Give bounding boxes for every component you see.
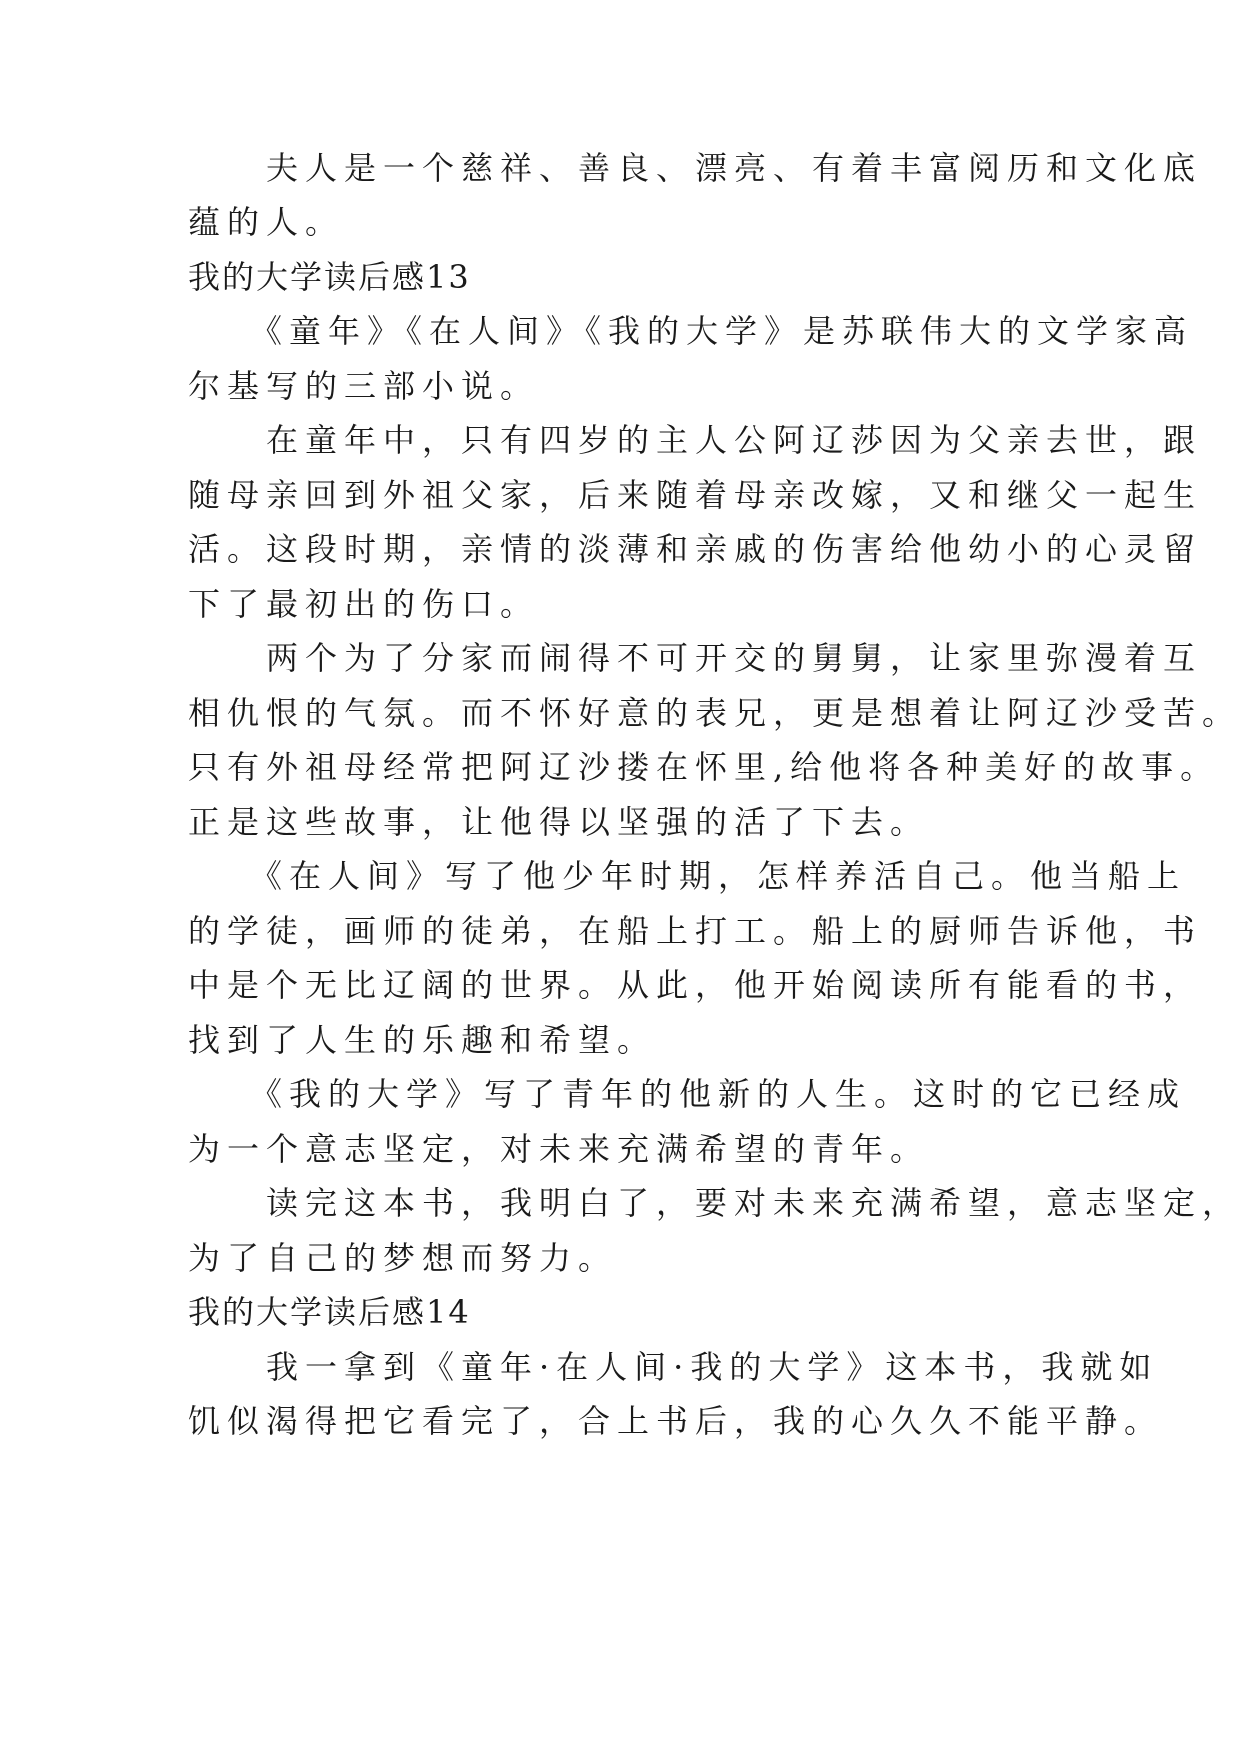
text-line: 的学徒，画师的徒弟，在船上打工。船上的厨师告诉他，书 [188, 912, 1203, 950]
text-line: 尔基写的三部小说。 [188, 367, 540, 405]
text-line: 《童年》《在人间》《我的大学》是苏联伟大的文学家高 [188, 312, 1194, 350]
text-line: 正是这些故事，让他得以坚强的活了下去。 [188, 803, 930, 841]
text-line: 《我的大学》写了青年的他新的人生。这时的它已经成 [188, 1075, 1187, 1113]
text-line: 两个为了分家而闹得不可开交的舅舅，让家里弥漫着互 [188, 639, 1203, 677]
text-line: 饥似渴得把它看完了，合上书后，我的心久久不能平静。 [188, 1402, 1164, 1440]
text-line: 《在人间》写了他少年时期，怎样养活自己。他当船上 [188, 857, 1187, 895]
text-line: 随母亲回到外祖父家，后来随着母亲改嫁，又和继父一起生 [188, 476, 1203, 514]
text-line: 读完这本书，我明白了，要对未来充满希望，意志坚定， [188, 1184, 1241, 1222]
text-line: 在童年中，只有四岁的主人公阿辽莎因为父亲去世，跟 [188, 421, 1203, 459]
text-line: 为一个意志坚定，对未来充满希望的青年。 [188, 1130, 930, 1168]
text-line: 相仇恨的气氛。而不怀好意的表兄，更是想着让阿辽沙受苦。 [188, 694, 1241, 732]
text-line: 找到了人生的乐趣和希望。 [188, 1021, 657, 1059]
text-line: 活。这段时期，亲情的淡薄和亲戚的伤害给他幼小的心灵留 [188, 530, 1203, 568]
text-line: 只有外祖母经常把阿辽沙搂在怀里,给他将各种美好的故事。 [188, 748, 1220, 786]
section-heading: 我的大学读后感14 [188, 1293, 471, 1331]
text-line: 夫人是一个慈祥、善良、漂亮、有着丰富阅历和文化底 [188, 149, 1203, 187]
text-line: 蕴的人。 [188, 203, 345, 241]
section-heading: 我的大学读后感13 [188, 258, 471, 296]
text-line: 为了自己的梦想而努力。 [188, 1239, 618, 1277]
text-line: 我一拿到《童年·在人间·我的大学》这本书，我就如 [188, 1348, 1159, 1386]
text-line: 下了最初出的伤口。 [188, 585, 540, 623]
text-line: 中是个无比辽阔的世界。从此，他开始阅读所有能看的书， [188, 966, 1203, 1004]
